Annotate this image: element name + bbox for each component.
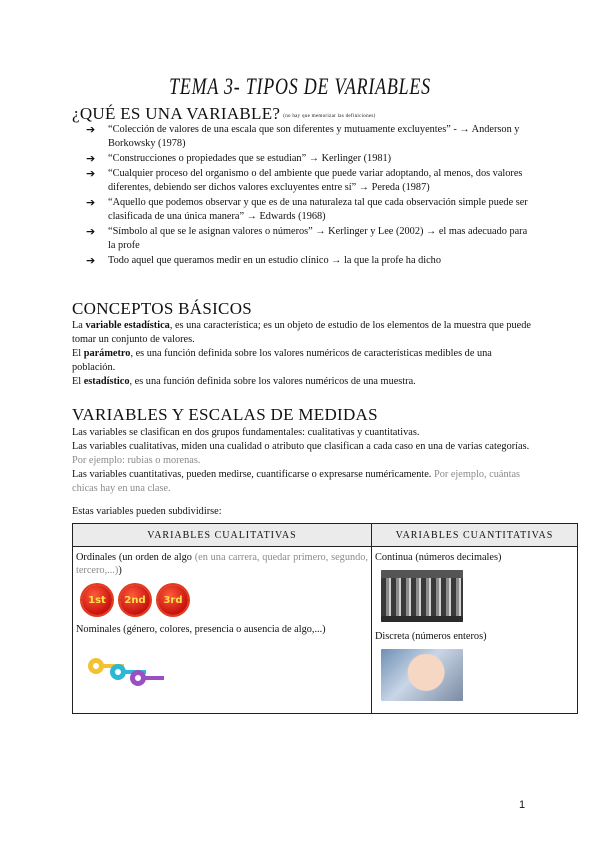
page-title: TEMA 3- TIPOS DE VARIABLES [169,74,431,99]
section-heading-escalas: VARIABLES Y ESCALAS DE MEDIDAS [72,405,378,424]
arrow-icon: ➔ [86,225,96,238]
medals-image [82,585,368,615]
arrow-icon: ➔ [86,123,96,136]
machine-image [381,570,463,622]
definitions-list [80,123,530,269]
heading-note: (no hay que memorizar las definiciones) [283,114,376,119]
medal-second-icon: 2nd [120,585,150,615]
table-cell-cuantitativas [372,547,578,714]
conceptos-body [72,319,532,389]
nominales-text: Nominales (género, colores, presencia o ausencia de algo,...) [76,624,326,635]
section-heading-conceptos: CONCEPTOS BÁSICOS [72,299,253,318]
section-heading-variable: ¿QUÉ ES UNA VARIABLE? (no hay que memorizar las definiciones) [72,104,376,123]
escalas-body [72,426,532,519]
table-header-cualitativas: VARIABLES CUALITATIVAS [73,524,372,547]
paragraph: Las variables cualitativas, miden una cualidad o atributo que clasifican a cada caso en una de varias categorías. Por ejemplo: rubias o morenas. [72,441,530,466]
colored-keys-icon [82,644,166,694]
list-item: ➔ “Aquello que podemos observar y que es de una naturaleza tal que cada observación simple puede ser clasificada de una única manera” → Edwards (1968) [86,196,528,222]
list-item: ➔ “Construcciones o propiedades que se estudian” → Kerlinger (1981) [86,152,392,165]
paragraph: La variable estadística, es una característica; es un objeto de estudio de los elementos de la muestra que puede tomar un conjunto de valores. [72,320,531,345]
list-item: ➔ “Cualquier proceso del organismo o del ambiente que puede variar adoptando, al menos, dos valores diferentes, debiendo ser dichos valores excluyentes entre sí” → Pereda (1987) [86,167,523,193]
paragraph: Las variables se clasifican en dos grupos fundamentales: cualitativas y cuantitativas. [72,427,420,438]
arrow-icon: ➔ [86,254,96,267]
paragraph: Las variables cuantitativas, pueden medirse, cuantificarse o expresarse numéricamente. Por ejemplo, cuántas chicas hay en una clase. [72,469,521,494]
list-item: ➔ “Colección de valores de una escala que son diferentes y mutuamente excluyentes” - → Anderson y Borkowsky (1978) [86,123,520,149]
page-number: 1 [519,799,526,811]
medal-first-icon: 1st [82,585,112,615]
arrow-icon: ➔ [86,167,96,180]
list-item: ➔ “Símbolo al que se le asignan valores o números” → Kerlinger y Lee (2002) → el mas adecuado para la profe [86,225,528,251]
arrow-icon: ➔ [86,152,96,165]
paragraph: Estas variables pueden subdividirse: [72,506,222,517]
continua-text: Continua (números decimales) [375,552,502,563]
table-cell-cualitativas [73,547,372,714]
dice-hand-image [381,649,463,701]
variables-table [72,523,578,714]
ordinales-text: Ordinales (un orden de algo (en una carrera, quedar primero, segundo, tercero,...)) [76,552,368,576]
table-header-cuantitativas: VARIABLES CUANTITATIVAS [372,524,578,547]
list-item: ➔ Todo aquel que queramos medir en un estudio clínico → la que la profe ha dicho [86,254,441,267]
discreta-text: Discreta (números enteros) [375,631,487,642]
paragraph: El parámetro, es una función definida sobre los valores numéricos de características medibles de una población. [72,348,492,373]
paragraph: El estadístico, es una función definida sobre los valores numéricos de una muestra. [72,376,416,387]
medal-third-icon: 3rd [158,585,188,615]
arrow-icon: ➔ [86,196,96,209]
